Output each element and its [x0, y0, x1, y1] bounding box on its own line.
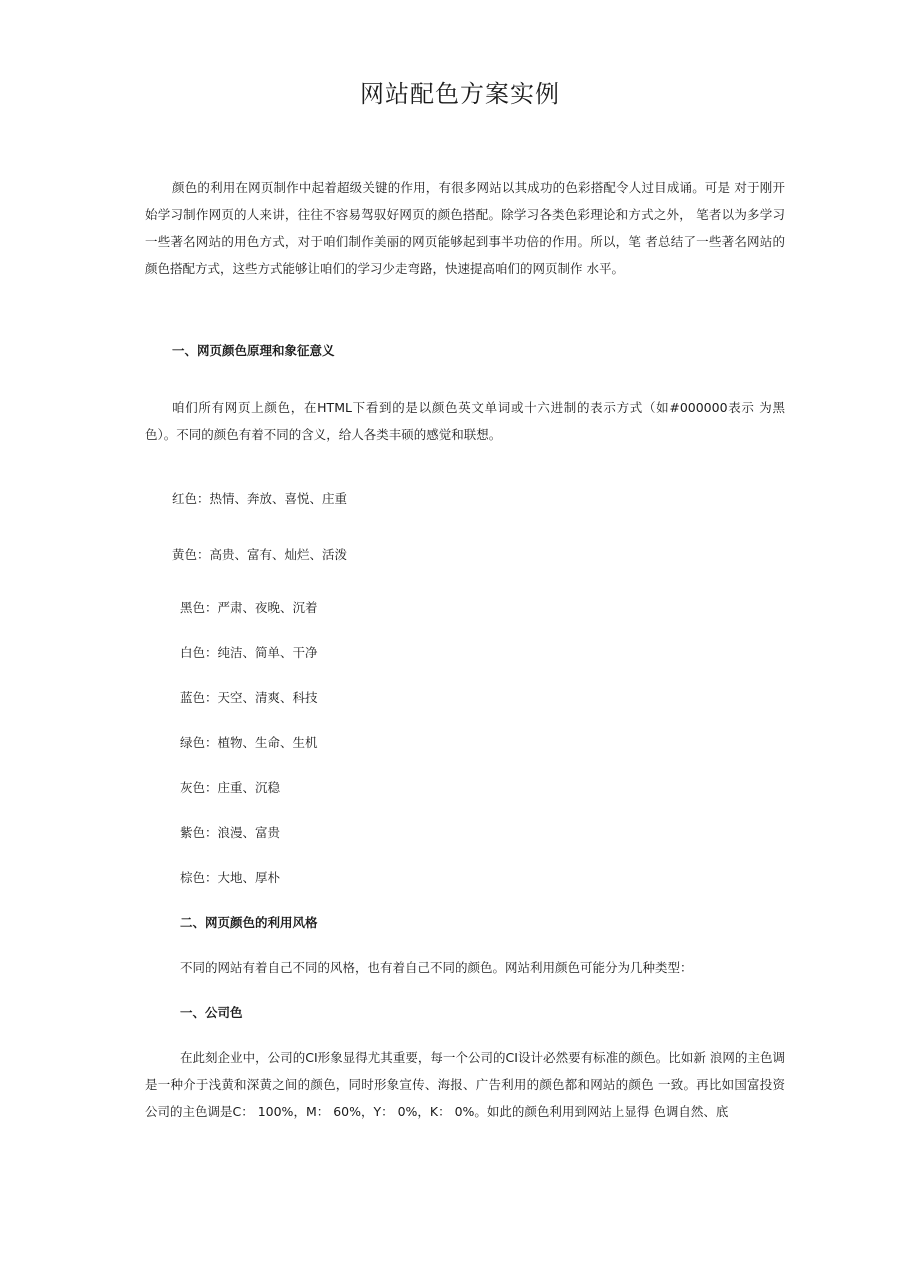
color-meaning-brown: 棕色：大地、厚朴 — [180, 870, 281, 885]
page-title: 网站配色方案实例 — [360, 80, 560, 108]
section2-sub-heading: 一、公司色 — [180, 1005, 243, 1020]
color-meaning-white: 白色：纯洁、简单、干净 — [180, 645, 318, 660]
color-meaning-blue: 蓝色：天空、清爽、科技 — [180, 690, 318, 705]
color-meaning-black: 黑色：严肃、夜晚、沉着 — [180, 600, 318, 615]
section2-paragraph: 不同的网站有着自己不同的风格，也有着自己不同的颜色。网站利用颜色可能分为几种类型： — [180, 960, 693, 975]
color-meaning-purple: 紫色：浪漫、富贵 — [180, 825, 281, 840]
section1-heading: 一、网页颜色原理和象征意义 — [172, 343, 335, 358]
color-meaning-gray: 灰色：庄重、沉稳 — [180, 780, 281, 795]
section2-heading: 二、网页颜色的利用风格 — [180, 915, 318, 930]
section1-paragraph: 咱们所有网页上颜色，在HTML下看到的是以颜色英文单词或十六进制的表示方式（如#000000表示 为黑色）。不同的颜色有着不同的含义，给人各类丰硕的感觉和联想。 — [145, 400, 785, 442]
section2-sub-paragraph: 在此刻企业中，公司的CI形象显得尤其重要，每一个公司的CI设计必然要有标准的颜色。比如新 浪网的主色调是一种介于浅黄和深黄之间的颜色，同时形象宣传、海报、广告利用的颜色都和网站的颜色 一致。再比如国富投资公司的主色调是C： 100%，M： 60%，Y： 0%，K： 0%。如此的颜色利用到网站上显得 色调自然、底 — [145, 1050, 785, 1119]
color-meaning-red: 红色：热情、奔放、喜悦、庄重 — [172, 491, 348, 506]
intro-paragraph: 颜色的利用在网页制作中起着超级关键的作用，有很多网站以其成功的色彩搭配令人过目成诵。可是 对于刚开始学习制作网页的人来讲，往往不容易驾驭好网页的颜色搭配。除学习各类色彩理论和方式之外， 笔者以为多学习一些著名网站的用色方式，对于咱们制作美丽的网页能够起到事半功倍的作用。所以，笔 者总结了一些著名网站的颜色搭配方式，这些方式能够让咱们的学习少走弯路，快速提高咱们的网页制作 水平。 — [145, 180, 785, 276]
color-meaning-yellow: 黄色：高贵、富有、灿烂、活泼 — [172, 547, 348, 562]
color-meaning-green: 绿色：植物、生命、生机 — [180, 735, 318, 750]
